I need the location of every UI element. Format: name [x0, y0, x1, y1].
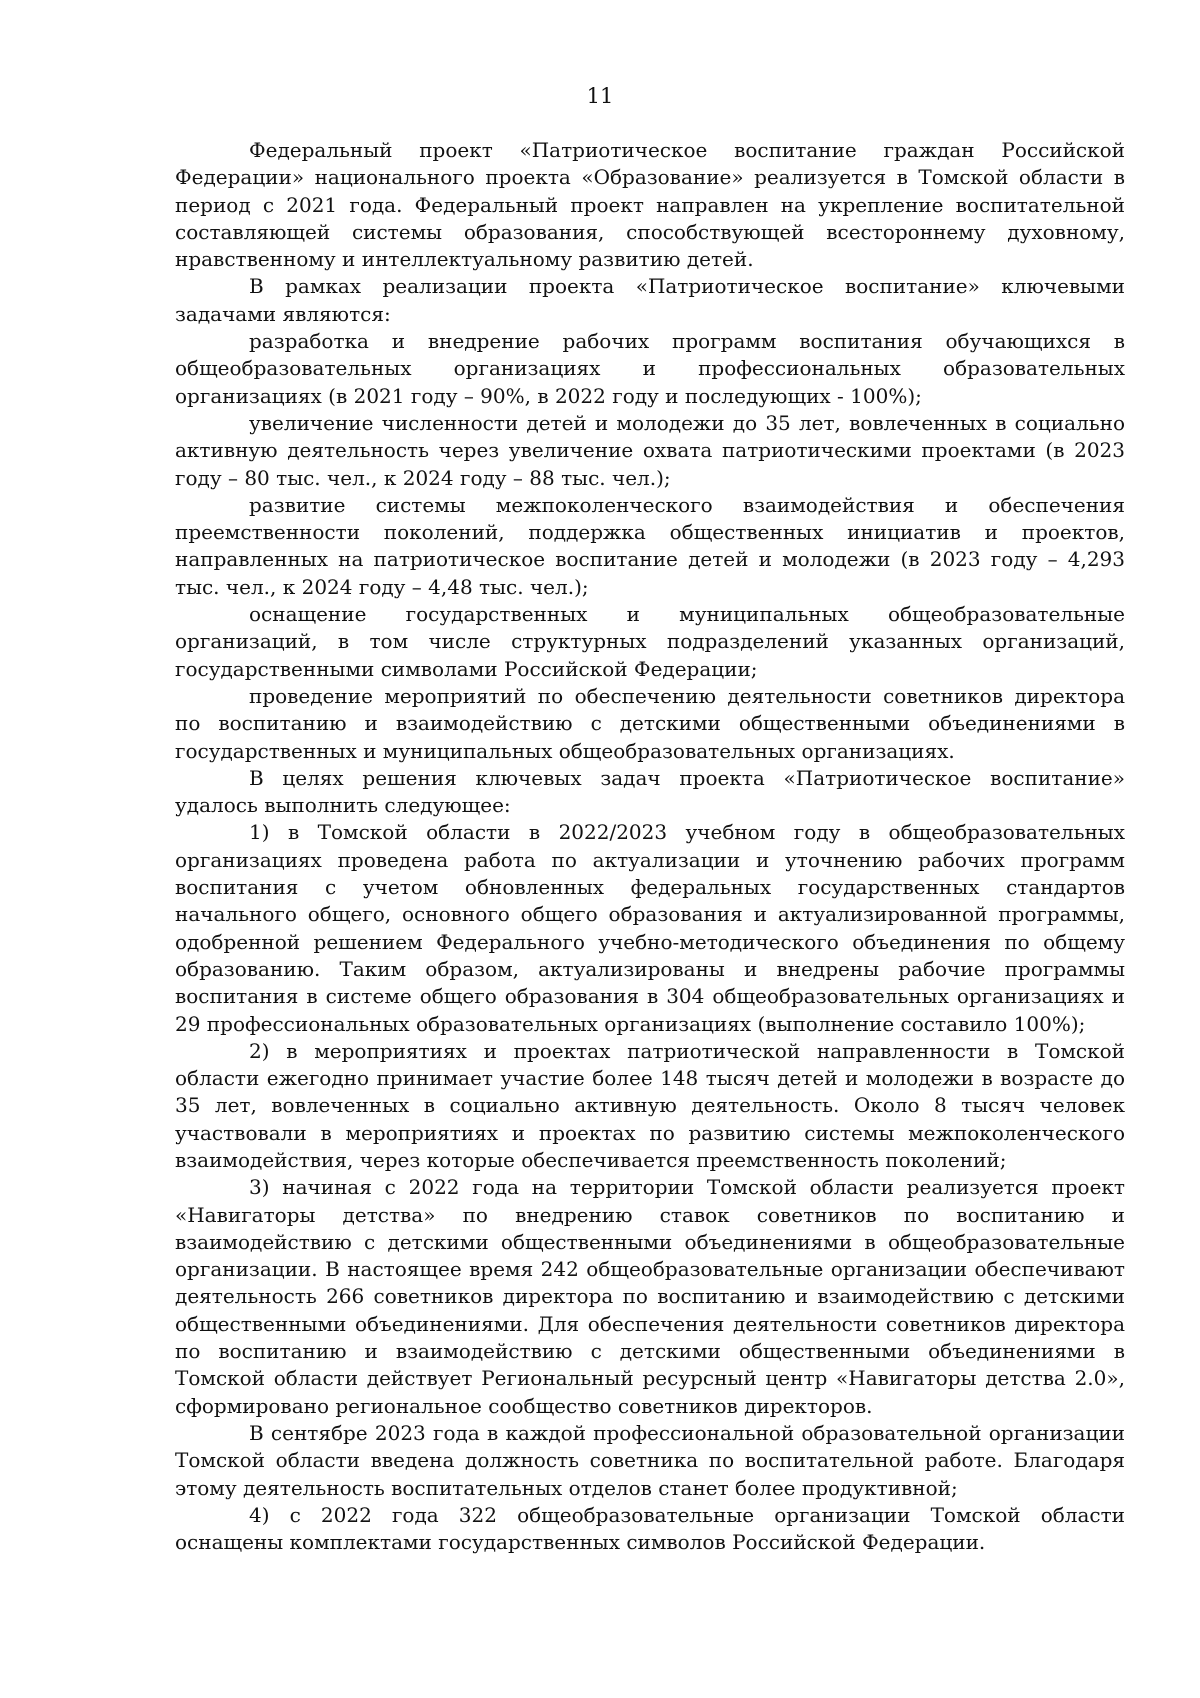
paragraph-results-heading: В целях решения ключевых задач проекта «Патриотическое воспитание» удалось выполнить следующее:: [175, 765, 1125, 818]
paragraph-result-2: 2) в мероприятиях и проектах патриотической направленности в Томской области ежегодно принимает участие более 148 тысяч детей и молодежи в возрасте до 35 лет, вовлеченных в социально активную деятельность. Около 8 тысяч человек участвовали в мероприятиях и проектах по развитию системы межпоколенческого взаимодействия, через которые обеспечивается преемственность поколений;: [175, 1038, 1125, 1172]
paragraph-project-intro: Федеральный проект «Патриотическое воспитание граждан Российской Федерации» национального проекта «Образование» реализуется в Томской области в период с 2021 года. Федеральный проект направлен на укрепление воспитательной составляющей системы образования, способствующей всестороннему духовному, нравственному и интеллектуальному развитию детей.: [175, 138, 1125, 272]
page-number: 11: [586, 84, 614, 108]
paragraph-result-3: 3) начиная с 2022 года на территории Томской области реализуется проект «Навигаторы детства» по внедрению ставок советников по воспитанию и взаимодействию с детскими общественными объединениями в общеобразовательные организации. В настоящее время 242 общеобразовательные организации обеспечивают деятельность 266 советников директора по воспитанию и взаимодействию с детскими общественными объединениями. Для обеспечения деятельности советников директора по воспитанию и взаимодействию с детскими общественными объединениями в Томской области действует Региональный ресурсный центр «Навигаторы детства 2.0», сформировано региональное сообщество советников директоров.: [175, 1175, 1125, 1418]
document-body: [175, 137, 1125, 1556]
paragraph-september-2023: В сентябре 2023 года в каждой профессиональной образовательной организации Томской области введена должность советника по воспитательной работе. Благодаря этому деятельность воспитательных отделов станет более продуктивной;: [175, 1420, 1125, 1500]
paragraph-result-4: 4) с 2022 года 322 общеобразовательные организации Томской области оснащены комплектами государственных символов Российской Федерации.: [175, 1502, 1125, 1555]
paragraph-task-youth-engagement: увеличение численности детей и молодежи до 35 лет, вовлеченных в социально активную деятельность через увеличение охвата патриотическими проектами (в 2023 году – 80 тыс. чел., к 2024 году – 88 тыс. чел.);: [175, 410, 1125, 490]
paragraph-task-programs: разработка и внедрение рабочих программ воспитания обучающихся в общеобразовательных организациях и профессиональных образовательных организациях (в 2021 году – 90%, в 2022 году и последующих - 100%);: [175, 329, 1125, 408]
paragraph-task-state-symbols: оснащение государственных и муниципальных общеобразовательные организаций, в том числе структурных подразделений указанных организаций, государственными символами Российской Федерации;: [175, 602, 1125, 681]
paragraph-result-1: 1) в Томской области в 2022/2023 учебном году в общеобразовательных организациях проведена работа по актуализации и уточнению рабочих программ воспитания с учетом обновленных федеральных государственных стандартов начального общего, основного общего образования и актуализированной программы, одобренной решением Федерального учебно-методического объединения по общему образованию. Таким образом, актуализированы и внедрены рабочие программы воспитания в системе общего образования в 304 общеобразовательных организациях и 29 профессиональных образовательных организациях (выполнение составило 100%);: [175, 820, 1125, 1036]
paragraph-key-tasks-heading: В рамках реализации проекта «Патриотическое воспитание» ключевыми задачами являются:: [175, 274, 1125, 326]
paragraph-task-intergenerational: развитие системы межпоколенческого взаимодействия и обеспечения преемственности поколений, поддержка общественных инициатив и проектов, направленных на патриотическое воспитание детей и молодежи (в 2023 году – 4,293 тыс. чел., к 2024 году – 4,48 тыс. чел.);: [175, 492, 1125, 599]
paragraph-task-advisors: проведение мероприятий по обеспечению деятельности советников директора по воспитанию и взаимодействию с детскими общественными объединениями в государственных и муниципальных общеобразовательных организациях.: [175, 683, 1125, 763]
